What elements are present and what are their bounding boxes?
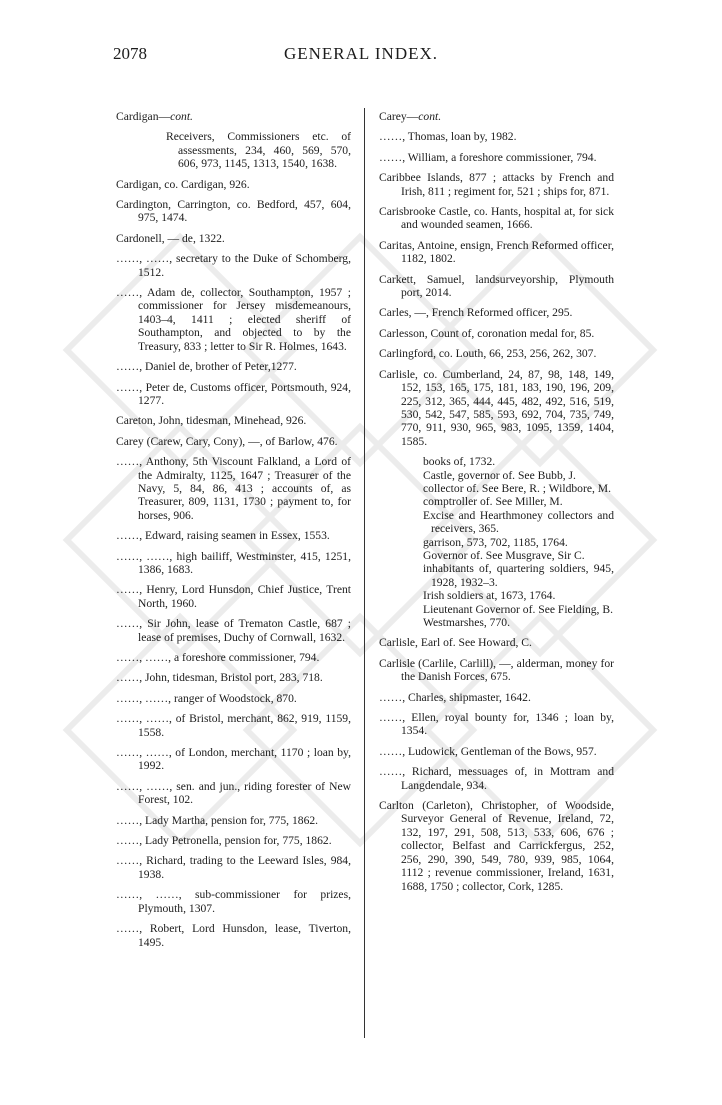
index-entry: ……, ……, of London, merchant, 1170 ; loan by, 1992. xyxy=(116,746,351,773)
index-entry: ……, ……, high bailiff, Westminster, 415, 1251, 1386, 1683. xyxy=(116,549,351,576)
page-number: 2078 xyxy=(113,44,147,63)
index-entry: Cardigan, co. Cardigan, 926. xyxy=(116,177,250,191)
index-entry: ……, ……, ranger of Woodstock, 870. xyxy=(116,691,297,705)
index-entry: Carisbrooke Castle, co. Hants, hospital at, for sick and wounded seamen, 1666. xyxy=(379,205,614,232)
index-entry: Carlingford, co. Louth, 66, 253, 256, 262, 307. xyxy=(379,347,597,361)
index-entry: books of, 1732. xyxy=(423,455,496,469)
index-entry: ……, Henry, Lord Hunsdon, Chief Justice, Trent North, 1960. xyxy=(116,583,351,610)
index-entry: garrison, 573, 702, 1185, 1764. xyxy=(423,535,568,549)
index-entry: ……, Ludowick, Gentleman of the Bows, 957. xyxy=(379,744,597,758)
index-entry: comptroller of. See Miller, M. xyxy=(423,495,563,509)
index-entry: Excise and Hearthmoney collectors and receivers, 365. xyxy=(423,508,614,536)
index-entry: ……, Edward, raising seamen in Essex, 1553. xyxy=(116,529,330,543)
index-entry: ……, Ellen, royal bounty for, 1346 ; loan by, 1354. xyxy=(379,711,614,738)
index-entry: ……, Peter de, Customs officer, Portsmouth, 924, 1277. xyxy=(116,380,351,407)
index-entry: ……, Lady Petronella, pension for, 775, 1862. xyxy=(116,834,332,848)
index-entry: ……, ……, sub-commissioner for prizes, Plymouth, 1307. xyxy=(116,888,351,915)
index-entry: Caribbee Islands, 877 ; attacks by French and Irish, 811 ; regiment for, 521 ; ships for, 871. xyxy=(379,171,614,198)
page-header xyxy=(0,44,722,70)
index-entry: ……, Charles, shipmaster, 1642. xyxy=(379,690,531,704)
index-entry: ……, John, tidesman, Bristol port, 283, 718. xyxy=(116,671,323,685)
index-entry: ……, Thomas, loan by, 1982. xyxy=(379,130,517,144)
index-entry: ……, Richard, messuages of, in Mottram and Langdendale, 934. xyxy=(379,765,614,792)
index-entry: Carlisle, co. Cumberland, 24, 87, 98, 148, 149, 152, 153, 165, 175, 181, 183, 190, 196, 209, 225, 312, 365, 444, 445, 482, 492, 516, 519, 530, 542, 547, 585, 593, 692, 704, 735, 749, 770, 911, 930, 965, 983, 1095, 1359, 1404, 1585. xyxy=(379,367,614,448)
cont-word: cont. xyxy=(170,110,193,123)
continued-heading xyxy=(116,110,351,123)
heading-word: Cardigan— xyxy=(116,110,171,123)
right-column xyxy=(379,110,614,900)
cont-word: cont. xyxy=(418,110,442,123)
index-entry: ……, ……, a foreshore commissioner, 794. xyxy=(116,651,320,664)
index-entry: Governor of. See Musgrave, Sir C. xyxy=(423,548,585,562)
continued-heading xyxy=(379,110,614,123)
index-entry: Carlisle, Earl of. See Howard, C. xyxy=(379,636,532,650)
index-entry: ……, Daniel de, brother of Peter,1277. xyxy=(116,360,297,374)
heading-word: Carey— xyxy=(379,110,419,123)
index-entry: Westmarshes, 770. xyxy=(423,616,510,629)
index-entry: ……, William, a foreshore commissioner, 794. xyxy=(379,150,597,164)
running-title: GENERAL INDEX. xyxy=(283,44,439,63)
sub-entry: Receivers, Commissioners etc. of assessments, 234, 460, 569, 570, 606, 973, 1145, 1313, 1540, 1638. xyxy=(166,130,351,171)
column-divider xyxy=(364,108,365,1038)
index-entry: ……, Sir John, lease of Trematon Castle, 687 ; lease of premises, Duchy of Cornwall, 1632. xyxy=(116,617,351,644)
carlisle-sub-entries xyxy=(379,455,614,629)
index-entry: Carlesson, Count of, coronation medal for, 85. xyxy=(379,326,595,340)
index-entry: Lieutenant Governor of. See Fielding, B. xyxy=(423,602,613,616)
index-entry: ……, Robert, Lord Hunsdon, lease, Tiverton, 1495. xyxy=(116,922,351,949)
left-entries-list xyxy=(116,178,351,949)
index-entry: ……, Richard, trading to the Leeward Isles, 984, 1938. xyxy=(116,854,351,881)
index-entry: ……, ……, sen. and jun., riding forester of New Forest, 102. xyxy=(116,779,351,807)
index-entry: Irish soldiers at, 1673, 1764. xyxy=(423,589,556,603)
index-entry: Cardonell, — de, 1322. xyxy=(116,231,225,245)
right-entries-list xyxy=(379,130,614,448)
index-entry: collector of. See Bere, R. ; Wildbore, M. xyxy=(423,481,611,495)
index-entry: ……, Lady Martha, pension for, 775, 1862. xyxy=(116,813,319,827)
index-entry: Cardington, Carrington, co. Bedford, 457, 604, 975, 1474. xyxy=(116,198,351,225)
index-entry: ……, ……, secretary to the Duke of Schomberg, 1512. xyxy=(116,252,351,279)
index-entry: ……, ……, of Bristol, merchant, 862, 919, 1159, 1558. xyxy=(116,712,351,739)
index-entry: Castle, governor of. See Bubb, J. xyxy=(423,468,576,482)
index-entry: Carlisle (Carlile, Carlill), —, alderman, money for the Danish Forces, 675. xyxy=(379,656,614,684)
index-entry: Carkett, Samuel, landsurveyorship, Plymouth port, 2014. xyxy=(379,272,614,300)
index-entry: ……, Anthony, 5th Viscount Falkland, a Lord of the Admiralty, 1125, 1647 ; Treasurer of the Navy, 5, 84, 86, 413 ; accounts of, as Treasurer, 809, 1131, 1730 ; payment to, for horses, 906. xyxy=(116,455,351,522)
index-entry: inhabitants of, quartering soldiers, 945, 1928, 1932–3. xyxy=(423,562,614,589)
index-entry: Caritas, Antoine, ensign, French Reformed officer, 1182, 1802. xyxy=(379,238,614,266)
index-entry: Careton, John, tidesman, Minehead, 926. xyxy=(116,414,307,428)
right-entries-list-2 xyxy=(379,636,614,893)
index-entry: ……, Adam de, collector, Southampton, 1957 ; commissioner for Jersey misdemeanours, 1403–4, 1411 ; elected sheriff of Southampton, and objected to by the Treasury, 833 ; letter to Sir R. Holmes, 1643. xyxy=(116,286,351,353)
index-entry: Carey (Carew, Cary, Cony), —, of Barlow, 476. xyxy=(116,434,338,448)
index-entry: Carlton (Carleton), Christopher, of Woodside, Surveyor General of Revenue, Ireland, 72, 132, 197, 291, 508, 513, 533, 606, 676 ; collector, Belfast and Carrickfergus, 252, 256, 290, 390, 549, 780, 939, 985, 1064, 1112 ; revenue commissioner, Ireland, 1631, 1688, 1750 ; collector, Cork, 1285. xyxy=(379,799,614,893)
index-entry: Carles, —, French Reformed officer, 295. xyxy=(379,306,573,320)
left-column xyxy=(116,110,351,956)
